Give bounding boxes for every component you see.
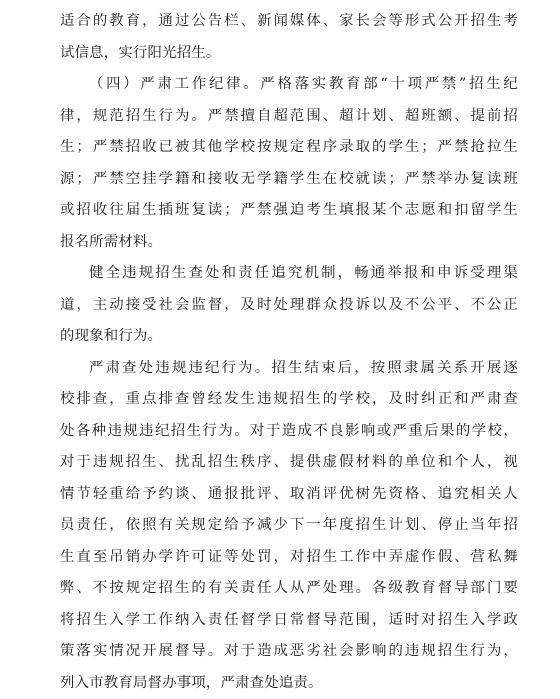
text-line: 校排查，重点排查曾经发生违规招生的学校，及时纠正和严肃查	[60, 384, 518, 416]
text-line: 源；严禁空挂学籍和接收无学籍学生在校就读；严禁举办复读班	[60, 164, 518, 196]
paragraph-violation-handling	[60, 353, 518, 699]
text-line: 将招生入学工作纳入责任督学日常督导范围，适时对招生入学政	[60, 605, 518, 637]
text-line: 报名所需材料。	[60, 227, 518, 259]
text-line: 对于违规招生、扰乱招生秩序、提供虚假材料的单位和个人，视	[60, 447, 518, 479]
text-line: （四）严肃工作纪律。严格落实教育部“十项严禁”招生纪	[60, 69, 518, 101]
text-line: 律，规范招生行为。严禁擅自超范围、超计划、超班额、提前招	[60, 101, 518, 133]
text-line: 严肃查处违规违纪行为。招生结束后，按照隶属关系开展逐	[60, 353, 518, 385]
text-line: 的现象和行为。	[60, 321, 518, 353]
text-line: 健全违规招生查处和责任追究机制，畅通举报和申诉受理渠	[60, 258, 518, 290]
text-line: 道，主动接受社会监督，及时处理群众投诉以及不公平、不公正	[60, 290, 518, 322]
text-line: 列入市教育局督办事项，严肃查处追责。	[60, 668, 518, 699]
text-line: 处各种违规违纪招生行为。对于造成不良影响或严重后果的学校，	[60, 416, 518, 448]
paragraph-open-enrollment	[60, 6, 518, 69]
text-line: 或招收往届生插班复读；严禁强迫考生填报某个志愿和扣留学生	[60, 195, 518, 227]
text-line: 情节轻重给予约谈、通报批评、取消评优树先资格、追究相关人	[60, 479, 518, 511]
paragraph-supervision-mechanism	[60, 258, 518, 353]
paragraph-enrollment-discipline	[60, 69, 518, 258]
text-line: 策落实情况开展督导。对于造成恶劣社会影响的违规招生行为，	[60, 636, 518, 668]
text-line: 弊、不按规定招生的有关责任人从严处理。各级教育督导部门要	[60, 573, 518, 605]
text-line: 员责任，依照有关规定给予减少下一年度招生计划、停止当年招	[60, 510, 518, 542]
text-line: 生；严禁招收已被其他学校按规定程序录取的学生；严禁抢拉生	[60, 132, 518, 164]
text-line: 生直至吊销办学许可证等处罚，对招生工作中弄虚作假、营私舞	[60, 542, 518, 574]
text-line: 试信息，实行阳光招生。	[60, 38, 518, 70]
text-line: 适合的教育，通过公告栏、新闻媒体、家长会等形式公开招生考	[60, 6, 518, 38]
